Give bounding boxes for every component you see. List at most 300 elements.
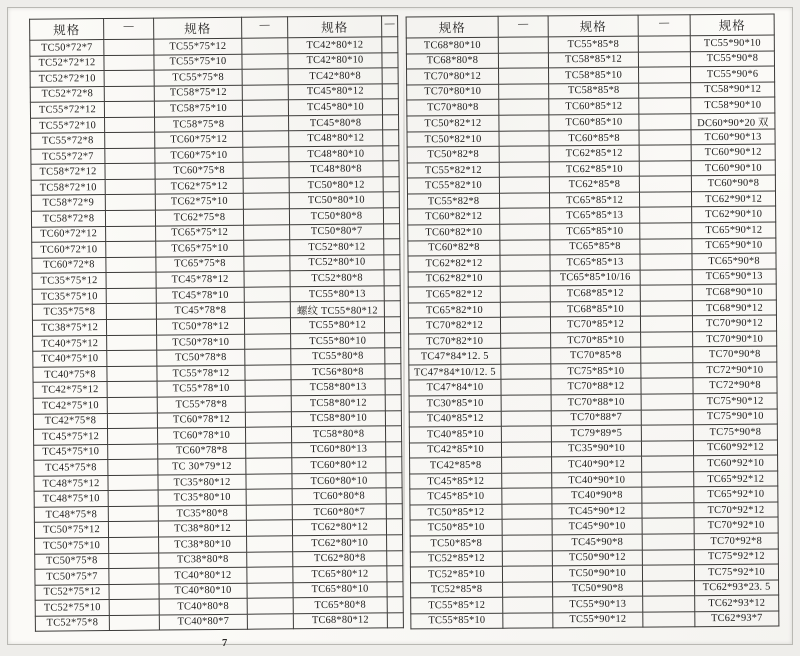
spec-cell: TC62*90*10 [692, 207, 776, 223]
gap-cell [641, 363, 693, 379]
gap-cell [642, 565, 694, 581]
spec-cell: TC40*80*7 [159, 614, 247, 630]
spec-cell: TC52*80*8 [290, 270, 384, 286]
gap-cell [108, 506, 158, 522]
gap-cell [383, 146, 399, 162]
spec-cell: TC45*80*10 [288, 99, 382, 115]
spec-cell: TC68*85*12 [550, 285, 640, 301]
gap-cell [498, 52, 548, 68]
spec-cell: TC42*85*8 [410, 457, 502, 473]
spec-cell: TC35*80*8 [158, 505, 246, 521]
spec-cell: TC40*80*10 [159, 583, 247, 599]
spec-cell: TC42*80*12 [288, 37, 382, 53]
spec-cell: TC75*85*10 [551, 363, 641, 379]
gap-cell [643, 611, 695, 627]
spec-cell: TC42*85*10 [409, 442, 501, 458]
spec-cell: TC52*72*8 [30, 86, 104, 102]
gap-cell [247, 613, 293, 629]
spec-cell: TC70*85*8 [551, 348, 641, 364]
spec-cell: TC58*80*13 [291, 379, 385, 395]
column-header: 规格 [406, 16, 498, 38]
gap-cell [108, 459, 158, 475]
spec-cell: TC68*90*12 [692, 300, 776, 316]
spec-cell: TC50*80*8 [289, 208, 383, 224]
gap-cell [641, 378, 693, 394]
gap-cell [246, 474, 292, 490]
gap-cell [107, 413, 157, 429]
gap-cell [107, 366, 157, 382]
spec-cell: TC68*80*10 [406, 37, 498, 53]
spec-cell: TC47*84*10 [409, 380, 501, 396]
gap-cell [640, 316, 692, 332]
spec-cell: TC55*80*13 [290, 286, 384, 302]
spec-cell: TC62*75*8 [155, 209, 243, 225]
spec-cell: TC52*85*10 [410, 566, 502, 582]
spec-cell: TC45*75*8 [34, 460, 108, 476]
spec-cell: TC65*85*8 [550, 239, 640, 255]
gap-cell [502, 504, 552, 520]
spec-cell: TC70*85*12 [550, 316, 640, 332]
gap-cell [244, 271, 290, 287]
gap-cell [499, 99, 549, 115]
gap-cell [104, 86, 154, 102]
gap-cell [501, 333, 551, 349]
spec-cell: TC60*72*12 [32, 226, 106, 242]
spec-cell: TC50*82*10 [407, 131, 499, 147]
table-row [35, 612, 403, 631]
spec-cell: TC60*82*12 [408, 209, 500, 225]
spec-cell: TC75*90*12 [693, 393, 777, 409]
spec-cell: TC70*80*10 [407, 84, 499, 100]
column-header: 规格 [30, 19, 104, 41]
table-row [411, 611, 779, 629]
gap-cell [639, 145, 691, 161]
gap-cell [104, 55, 154, 71]
gap-cell [109, 537, 159, 553]
gap-cell [642, 518, 694, 534]
gap-cell [243, 178, 289, 194]
spec-cell: TC50*78*10 [157, 334, 245, 350]
spec-cell: TC58*90*10 [691, 97, 775, 113]
gap-cell [242, 100, 288, 116]
gap-cell [499, 83, 549, 99]
spec-cell: TC68*80*12 [293, 613, 387, 629]
gap-cell [387, 550, 403, 566]
gap-cell [500, 302, 550, 318]
gap-cell [108, 521, 158, 537]
spec-cell: TC72*90*8 [693, 378, 777, 394]
header-dash-mark: — [518, 18, 529, 30]
gap-cell [106, 272, 156, 288]
gap-cell [638, 51, 690, 67]
spec-cell: TC55*82*8 [407, 193, 499, 209]
gap-cell [387, 597, 403, 613]
spec-cell: TC50*78*8 [157, 350, 245, 366]
gap-cell [642, 503, 694, 519]
spec-cell: TC48*80*10 [289, 146, 383, 162]
spec-cell: TC50*80*7 [290, 223, 384, 239]
spec-cell: TC38*80*12 [158, 521, 246, 537]
spec-cell: TC60*78*10 [158, 427, 246, 443]
gap-cell [502, 519, 552, 535]
spec-cell: TC70*82*10 [409, 333, 501, 349]
gap-cell [382, 99, 398, 115]
gap-cell [245, 365, 291, 381]
spec-cell: TC60*90*10 [691, 160, 775, 176]
gap-cell [638, 36, 690, 52]
gap-cell [501, 395, 551, 411]
gap-cell [639, 113, 691, 129]
gap-column-header [382, 16, 398, 37]
spec-cell: TC50*90*12 [552, 550, 642, 566]
gap-cell [245, 334, 291, 350]
spec-cell: TC47*84*10/12. 5 [409, 364, 501, 380]
spec-cell: TC65*90*10 [692, 238, 776, 254]
spec-cell: TC60*82*10 [408, 224, 500, 240]
spec-cell: TC55*75*12 [154, 38, 242, 54]
gap-cell [383, 177, 399, 193]
gap-cell [245, 349, 291, 365]
gap-cell [502, 488, 552, 504]
spec-cell: TC70*92*8 [694, 533, 778, 549]
gap-cell [383, 192, 399, 208]
spec-cell: TC60*72*10 [32, 242, 106, 258]
gap-cell [382, 68, 398, 84]
spec-cell: TC72*90*10 [693, 362, 777, 378]
gap-cell [246, 520, 292, 536]
spec-cell: TC45*90*12 [552, 503, 642, 519]
spec-cell: TC65*85*13 [550, 208, 640, 224]
gap-cell [245, 411, 291, 427]
gap-cell [641, 425, 693, 441]
gap-cell [383, 208, 399, 224]
spec-cell: TC50*85*8 [410, 535, 502, 551]
spec-cell: TC62*75*12 [155, 178, 243, 194]
spec-cell: TC60*92*12 [693, 440, 777, 456]
gap-cell [503, 597, 553, 613]
spec-cell: TC50*85*12 [410, 504, 502, 520]
spec-cell: TC60*90*13 [691, 129, 775, 145]
spec-cell: TC55*72*7 [31, 148, 105, 164]
gap-cell [499, 68, 549, 84]
gap-cell [107, 335, 157, 351]
spec-cell: TC52*80*12 [290, 239, 384, 255]
spec-cell: TC55*80*12 [290, 317, 384, 333]
gap-cell [104, 70, 154, 86]
spec-cell: TC35*90*10 [551, 441, 641, 457]
gap-cell [501, 441, 551, 457]
spec-cell: TC50*80*10 [289, 192, 383, 208]
gap-cell [246, 458, 292, 474]
spec-cell: TC75*92*10 [694, 564, 778, 580]
spec-cell: TC60*92*10 [694, 455, 778, 471]
gap-column-header [242, 17, 288, 38]
gap-cell [384, 270, 400, 286]
gap-cell [105, 132, 155, 148]
gap-cell [641, 347, 693, 363]
gap-cell [243, 147, 289, 163]
spec-cell: TC45*75*12 [34, 429, 108, 445]
gap-cell [503, 581, 553, 597]
gap-cell [639, 161, 691, 177]
spec-cell: TC52*85*12 [410, 551, 502, 567]
gap-cell [383, 130, 399, 146]
header-dash-mark: — [659, 17, 670, 29]
spec-cell: TC60*90*12 [691, 144, 775, 160]
gap-cell [109, 615, 159, 631]
spec-cell: TC60*75*10 [155, 147, 243, 163]
spec-cell: TC55*82*12 [407, 162, 499, 178]
spec-cell: TC50*75*8 [35, 553, 109, 569]
gap-cell [384, 301, 400, 317]
gap-cell [640, 269, 692, 285]
gap-cell [109, 568, 159, 584]
gap-cell [502, 566, 552, 582]
column-header: 规格 [548, 15, 638, 37]
spec-cell: TC65*92*12 [694, 471, 778, 487]
spec-cell: TC55*75*10 [154, 54, 242, 70]
spec-cell: TC40*90*8 [552, 487, 642, 503]
spec-cell: TC65*80*8 [293, 597, 387, 613]
gap-cell [244, 224, 290, 240]
spec-cell: TC48*75*8 [34, 506, 108, 522]
gap-cell [501, 379, 551, 395]
spec-cell: TC52*80*10 [290, 255, 384, 271]
gap-cell [387, 581, 403, 597]
gap-cell [245, 427, 291, 443]
spec-cell: TC65*85*12 [549, 192, 639, 208]
spec-cell: TC62*75*10 [155, 194, 243, 210]
spec-cell: TC58*72*9 [31, 195, 105, 211]
spec-cell: TC40*75*8 [33, 366, 107, 382]
spec-cell: TC30*85*10 [409, 395, 501, 411]
spec-cell: TC55*72*10 [31, 117, 105, 133]
spec-cell: TC70*88*12 [551, 379, 641, 395]
spec-cell: TC40*90*12 [552, 456, 642, 472]
spec-cell: TC65*82*10 [408, 302, 500, 318]
spec-cell: TC52*72*10 [30, 71, 104, 87]
gap-cell [384, 285, 400, 301]
gap-cell [502, 457, 552, 473]
spec-cell: TC58*72*8 [31, 211, 105, 227]
spec-cell: TC70*80*8 [407, 99, 499, 115]
gap-cell [640, 254, 692, 270]
gap-cell [387, 535, 403, 551]
gap-cell [104, 101, 154, 117]
gap-cell [109, 584, 159, 600]
gap-cell [641, 394, 693, 410]
spec-cell: TC62*90*12 [691, 191, 775, 207]
spec-cell: TC75*90*8 [693, 424, 777, 440]
spec-cell: TC52*75*12 [35, 584, 109, 600]
gap-cell [641, 409, 693, 425]
spec-cell: TC65*75*8 [156, 256, 244, 272]
gap-cell [642, 487, 694, 503]
gap-cell [247, 536, 293, 552]
gap-cell [502, 473, 552, 489]
spec-cell: TC52*75*8 [35, 615, 109, 631]
gap-cell [106, 241, 156, 257]
spec-cell: TC55*78*8 [157, 396, 245, 412]
spec-cell: TC60*75*12 [155, 132, 243, 148]
spec-cell: TC55*82*10 [407, 178, 499, 194]
spec-cell: TC 30*79*12 [158, 458, 246, 474]
spec-cell: TC45*90*10 [552, 519, 642, 535]
gap-column-header [638, 15, 690, 36]
spec-cell: TC38*75*12 [32, 320, 106, 336]
header-dash-mark: — [384, 18, 395, 30]
spec-cell: TC62*93*23. 5 [695, 580, 779, 596]
spec-cell: TC42*75*12 [33, 382, 107, 398]
gap-cell [105, 117, 155, 133]
spec-cell: TC60*85*10 [549, 114, 639, 131]
spec-cell: TC65*92*10 [694, 486, 778, 502]
spec-cell: TC55*75*8 [154, 69, 242, 85]
spec-cell: TC48*80*8 [289, 161, 383, 177]
spec-cell: TC62*93*7 [695, 611, 779, 627]
gap-cell [108, 444, 158, 460]
spec-cell: TC60*78*12 [157, 412, 245, 428]
spec-cell: TC42*80*10 [288, 52, 382, 68]
scanned-catalog-page [7, 7, 793, 649]
spec-cell: TC50*72*7 [30, 40, 104, 56]
gap-cell [106, 288, 156, 304]
spec-cell: TC38*80*10 [159, 536, 247, 552]
spec-cell: TC75*92*12 [694, 549, 778, 565]
spec-cell: TC60*80*7 [292, 504, 386, 520]
gap-cell [107, 397, 157, 413]
spec-cell: TC55*90*12 [553, 612, 643, 628]
gap-cell [243, 193, 289, 209]
gap-cell [247, 582, 293, 598]
spec-cell: TC48*80*12 [289, 130, 383, 146]
spec-cell: TC55*85*12 [411, 597, 503, 613]
header-dash-mark: — [259, 19, 270, 31]
gap-cell [385, 348, 401, 364]
gap-cell [498, 37, 548, 53]
spec-cell: TC58*75*10 [154, 100, 242, 116]
gap-cell [500, 208, 550, 224]
gap-cell [640, 207, 692, 223]
spec-cell: TC60*80*10 [292, 473, 386, 489]
spec-cell: TC38*80*8 [159, 552, 247, 568]
gap-cell [642, 456, 694, 472]
column-header: 规格 [690, 14, 774, 36]
header-dash-mark: — [123, 20, 134, 32]
gap-cell [107, 382, 157, 398]
gap-cell [500, 224, 550, 240]
spec-cell: TC70*90*8 [693, 346, 777, 362]
gap-cell [384, 317, 400, 333]
gap-cell [384, 254, 400, 270]
spec-cell: TC42*80*8 [288, 68, 382, 84]
gap-cell [642, 471, 694, 487]
page-left [29, 15, 403, 632]
gap-cell [383, 161, 399, 177]
gap-cell [245, 396, 291, 412]
spec-cell: TC50*82*12 [407, 115, 499, 132]
gap-cell [499, 146, 549, 162]
gap-cell [382, 52, 398, 68]
spec-cell: TC45*75*10 [34, 444, 108, 460]
spec-cell: TC70*82*12 [408, 318, 500, 334]
gap-cell [106, 257, 156, 273]
gap-cell [499, 131, 549, 147]
gap-cell [105, 163, 155, 179]
gap-cell [244, 255, 290, 271]
gap-cell [246, 505, 292, 521]
spec-cell: TC62*85*10 [549, 161, 639, 177]
gap-cell [639, 192, 691, 208]
column-header: 规格 [288, 16, 382, 38]
gap-cell [385, 379, 401, 395]
gap-cell [242, 69, 288, 85]
spec-cell: TC50*75*7 [35, 569, 109, 585]
spec-cell: TC45*80*8 [289, 115, 383, 131]
gap-cell [641, 332, 693, 348]
spec-cell: TC65*85*10/16 [550, 270, 640, 286]
spec-cell: TC48*75*10 [34, 491, 108, 507]
gap-cell [500, 317, 550, 333]
spec-cell: TC70*90*12 [692, 315, 776, 331]
spec-cell: TC40*90*10 [552, 472, 642, 488]
spec-cell: TC70*92*12 [694, 502, 778, 518]
gap-cell [386, 488, 402, 504]
spec-cell: TC40*75*12 [33, 335, 107, 351]
spec-cell: TC70*90*10 [693, 331, 777, 347]
spec-cell: TC55*80*10 [291, 333, 385, 349]
column-header: 规格 [154, 17, 242, 39]
page-divider [403, 48, 405, 614]
spec-cell: TC60*85*8 [549, 130, 639, 146]
gap-cell [244, 287, 290, 303]
gap-cell [642, 549, 694, 565]
spec-cell: TC60*75*8 [155, 163, 243, 179]
gap-cell [385, 333, 401, 349]
spec-cell: TC58*85*12 [548, 52, 638, 68]
spec-cell: TC47*84*12. 5 [409, 349, 501, 365]
gap-cell [105, 210, 155, 226]
spec-cell: TC40*75*10 [33, 351, 107, 367]
spec-cell: TC68*85*10 [550, 301, 640, 317]
gap-cell [386, 441, 402, 457]
gap-cell [242, 53, 288, 69]
gap-column-header [498, 16, 548, 37]
spec-cell: TC58*85*10 [549, 67, 639, 83]
page-right [406, 14, 779, 630]
gap-cell [245, 380, 291, 396]
gap-cell [500, 270, 550, 286]
gap-cell [501, 348, 551, 364]
gap-cell [247, 598, 293, 614]
gap-column-header [104, 18, 154, 39]
spec-cell: TC56*80*8 [291, 364, 385, 380]
spec-cell: TC68*90*10 [692, 284, 776, 300]
spec-cell: TC65*90*13 [692, 269, 776, 285]
spec-cell: TC60*85*12 [549, 98, 639, 114]
spec-cell: TC65*82*12 [408, 286, 500, 302]
spec-cell: TC55*72*12 [30, 102, 104, 118]
spec-cell: TC70*88*7 [551, 410, 641, 426]
spec-cell: TC58*80*12 [291, 395, 385, 411]
spec-cell: TC50*85*10 [410, 520, 502, 536]
spec-cell: TC65*85*10 [550, 223, 640, 239]
gap-cell [386, 519, 402, 535]
gap-cell [105, 148, 155, 164]
spec-cell: TC40*80*8 [159, 598, 247, 614]
spec-cell: TC45*78*10 [156, 287, 244, 303]
spec-cell: TC50*90*8 [553, 581, 643, 597]
